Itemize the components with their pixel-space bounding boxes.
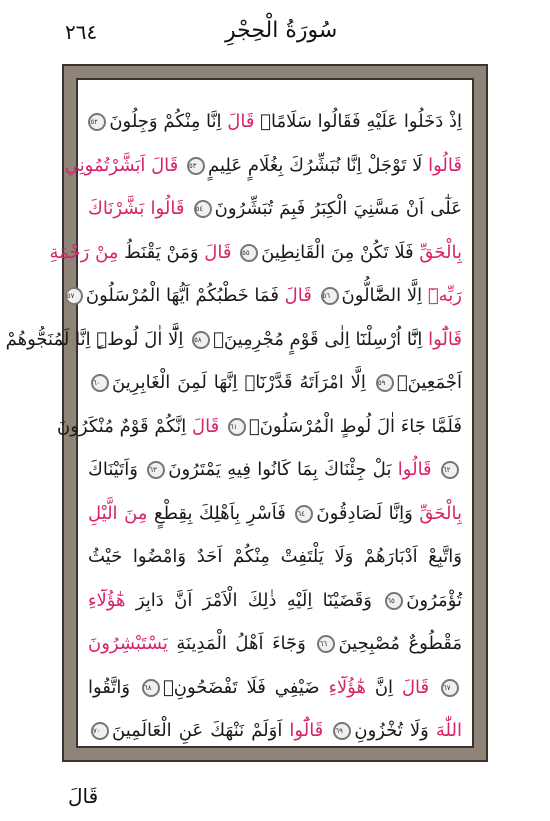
verse-line <box>88 102 462 142</box>
verse-text: اِنَّ <box>365 676 402 698</box>
verse-text: تُؤْمَرُونَ <box>406 589 462 611</box>
ayah-marker-icon: ٦٢ <box>441 461 459 479</box>
ayah-marker-icon: ٥٨ <box>192 331 210 349</box>
page-number: ٢٦٤ <box>65 20 98 44</box>
ayah-marker-icon: ٥٦ <box>321 287 339 305</box>
verse-text-area <box>5 102 462 741</box>
ayah-marker-icon: ٦٨ <box>142 679 160 697</box>
highlighted-word: بِالْحَقِّ <box>419 502 462 524</box>
verse-text: وَجَٓاءَ اَهْلُ الْمَدِينَةِ <box>167 633 315 654</box>
ayah-marker-icon: ٦٣ <box>147 461 165 479</box>
verse-line <box>88 450 462 490</box>
verse-text: وَمَنْ يَقْنَطُ <box>118 241 205 263</box>
verse-line <box>88 363 462 403</box>
verse-text: وَاَتَيْنَاكَ <box>88 459 145 480</box>
highlighted-word: قَالَ <box>227 111 255 132</box>
verse-text: وَاِنَّا لَصَادِقُونَ <box>316 502 420 524</box>
ayah-marker-icon: ٦٥ <box>385 592 403 610</box>
highlighted-word: قَالُوا <box>397 459 438 480</box>
ayah-marker-icon: ٥٤ <box>194 200 212 218</box>
highlighted-word: قَالَ <box>284 285 318 306</box>
highlighted-word: قَالَ اَبَشَّرْتُمُونِي <box>64 154 184 176</box>
verse-text: مَقْطُوعٌ مُصْبِحِينَ <box>338 633 462 654</box>
verse-text: اِلَّا الضَّٓالُّونَ <box>341 285 428 306</box>
decorative-frame <box>5 64 488 762</box>
ayah-marker-icon: ٦١ <box>228 418 246 436</box>
verse-text: اِذْ دَخَلُوا عَلَيْهِ فَقَالُوا سَلَامًاۜ <box>254 111 462 132</box>
verse-text: عَلٰٓى اَنْ مَسَّنِيَ الْكِبَرُ فَبِمَ تُبَشِّرُونَ <box>214 198 462 219</box>
verse-text: اِلَّا امْرَاَتَهُ قَدَّرْنَٓاۙ اِنَّهَا لَمِنَ الْغَابِرِينَ <box>112 372 373 393</box>
verse-line <box>88 494 462 534</box>
ayah-marker-icon: ٥٩ <box>376 374 394 392</box>
verse-text: فَمَا خَطْبُكُمْ اَيُّهَا الْمُرْسَلُونَ <box>85 285 285 306</box>
verse-text: اِنَّا مِنْكُمْ وَجِلُونَ <box>109 111 228 132</box>
verse-line <box>66 276 462 316</box>
verse-text: بَلْ جِئْنَاكَ بِمَا كَانُوا فِيهِ يَمْتَرُونَ <box>168 459 398 480</box>
ayah-marker-icon: ٦٠ <box>91 374 109 392</box>
highlighted-word: قَالُوا بَشَّرْنَاكَ <box>88 198 191 219</box>
verse-text: اِنَّٓا اُرْسِلْنَٓا اِلٰى قَوْمٍ مُجْرِمِينَۙ <box>213 328 429 350</box>
ayah-marker-icon: ٦٩ <box>333 722 351 740</box>
verse-text: فَاَسْرِ بِاَهْلِكَ بِقِطْعٍ <box>147 502 293 524</box>
ayah-marker-icon: ٥٥ <box>240 244 258 262</box>
verse-text: لَا تَوْجَلْ اِنَّا نُبَشِّرُكَ بِغُلَامٍ عَلِيمٍ <box>208 154 429 176</box>
verse-text: وَاتَّبِعْ اَدْبَارَهُمْ وَلَا يَلْتَفِتْ مِنْكُمْ اَحَدٌ وَامْضُوا حَيْثُ <box>88 546 462 567</box>
surah-title: سُورَةُ الْحِجْرِ <box>225 18 338 43</box>
highlighted-word: هٰٓؤُلَٓاءِ <box>328 676 366 698</box>
page-header <box>0 12 550 52</box>
text-panel <box>5 78 474 748</box>
verse-line <box>64 146 462 186</box>
verse-text: وَقَضَيْنَٓا اِلَيْهِ ذٰلِكَ الْاَمْرَ اَنَّ دَابِرَ <box>125 589 383 611</box>
verse-line <box>88 711 462 751</box>
verse-text: وَاتَّقُوا <box>88 676 139 698</box>
highlighted-word: بِالْحَقِّ <box>419 241 462 263</box>
ayah-marker-icon: ٦٧ <box>441 679 459 697</box>
verse-line <box>88 537 462 577</box>
highlighted-word: يَسْتَبْشِرُونَ <box>88 633 168 654</box>
ayah-marker-icon: ٥٧ <box>65 287 83 305</box>
catchword: قَالَ <box>68 784 99 808</box>
highlighted-word: قَالَ <box>192 415 225 437</box>
verse-line <box>57 407 462 447</box>
verse-text: اَوَلَمْ نَنْهَكَ عَنِ الْعَالَمِينَ <box>112 720 290 741</box>
verse-line <box>88 189 462 229</box>
highlighted-word: مِنْ رَحْمَةِ <box>49 241 119 263</box>
highlighted-word: قَالَ <box>204 241 238 263</box>
verse-text: وَلَا تُخْزُونِ <box>354 720 436 741</box>
highlighted-word: مِنَ الَّيْلِ <box>88 502 148 524</box>
verse-line <box>88 624 462 664</box>
highlighted-word: قَالُوا <box>428 154 462 176</box>
highlighted-word: قَالُٓوا <box>428 328 462 350</box>
verse-text: فَلَمَّا جَٓاءَ اٰلَ لُوطٍ الْمُرْسَلُونَۙ <box>248 415 462 437</box>
ayah-marker-icon: ٧٠ <box>91 722 109 740</box>
ayah-marker-icon: ٥٢ <box>88 113 106 131</box>
ayah-marker-icon: ٥٣ <box>187 157 205 175</box>
highlighted-word: رَبِّهٖٓ <box>427 285 462 306</box>
verse-line <box>49 233 462 273</box>
verse-line <box>88 581 462 621</box>
verse-text: فَلَا تَكُنْ مِنَ الْقَانِطِينَ <box>261 241 420 263</box>
verse-line <box>5 320 462 360</box>
highlighted-word: قَالُٓوا <box>289 720 331 741</box>
highlighted-word: قَالَ <box>401 676 438 698</box>
verse-text: اَجْمَعِينَۙ <box>396 372 462 393</box>
verse-line <box>88 668 462 708</box>
verse-text: اِلَّٓا اٰلَ لُوطٍۜ اِنَّا لَمُنَجُّوهُمْ <box>5 328 190 350</box>
ayah-marker-icon: ٦٤ <box>295 505 313 523</box>
highlighted-word: هٰٓؤُلَٓاءِ <box>88 589 126 611</box>
highlighted-word: اللّٰهَ <box>435 720 462 741</box>
verse-text: اِنَّكُمْ قَوْمٌ مُنْكَرُونَ <box>57 415 192 437</box>
verse-text: ضَيْفِي فَلَا تَفْضَحُونِۙ <box>162 676 329 698</box>
ayah-marker-icon: ٦٦ <box>317 635 335 653</box>
